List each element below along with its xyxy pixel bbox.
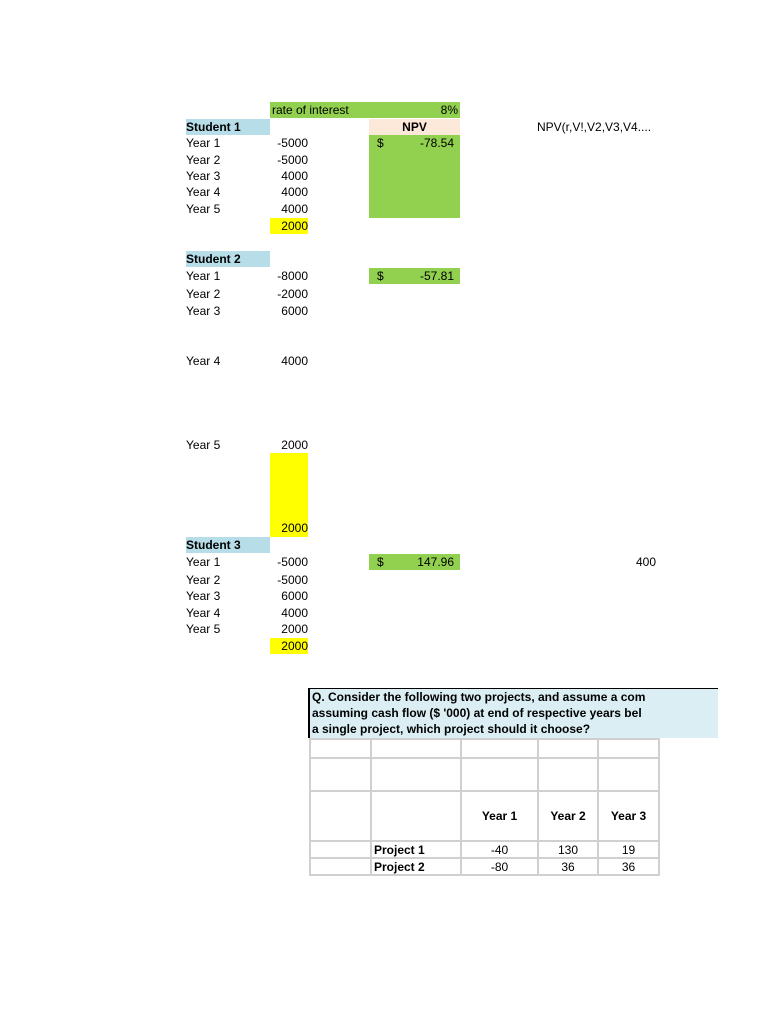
rate-label: rate of interest bbox=[272, 103, 349, 117]
project-value[interactable]: 36 bbox=[598, 858, 659, 875]
student-2-header: Student 2 bbox=[186, 251, 270, 267]
student-2-npv-cell[interactable] bbox=[369, 268, 460, 284]
table-cell[interactable] bbox=[538, 739, 598, 758]
npv-header: NPV bbox=[369, 119, 460, 135]
student-1-year-value[interactable]: 4000 bbox=[281, 185, 308, 199]
table-cell[interactable] bbox=[461, 758, 538, 791]
table-cell[interactable] bbox=[310, 858, 371, 875]
student-1-year-value[interactable]: 4000 bbox=[281, 169, 308, 183]
student-3-year-value[interactable]: -5000 bbox=[277, 573, 308, 587]
student-3-year-value[interactable]: 4000 bbox=[281, 606, 308, 620]
question-box bbox=[308, 688, 718, 738]
student-1-year-value[interactable]: -5000 bbox=[277, 153, 308, 167]
project-value[interactable]: -40 bbox=[461, 841, 538, 858]
column-header[interactable]: Year 3 bbox=[598, 791, 659, 841]
student-1-year-label: Year 2 bbox=[186, 153, 221, 167]
student-2-year-label: Year 4 bbox=[186, 354, 221, 368]
table-header-row bbox=[310, 791, 659, 841]
student-1-year-label: Year 5 bbox=[186, 202, 221, 216]
student-3-total[interactable]: 2000 bbox=[270, 638, 308, 654]
table-cell[interactable] bbox=[371, 739, 461, 758]
project-name[interactable]: Project 1 bbox=[371, 841, 461, 858]
projects-table bbox=[309, 738, 660, 876]
project-value[interactable]: 130 bbox=[538, 841, 598, 858]
student-2-year-label: Year 3 bbox=[186, 304, 221, 318]
table-row bbox=[310, 758, 659, 791]
currency-symbol: $ bbox=[377, 136, 384, 150]
rate-value: 8% bbox=[440, 103, 458, 117]
student-1-npv-value: -78.54 bbox=[419, 136, 454, 150]
column-header[interactable]: Year 2 bbox=[538, 791, 598, 841]
student-2-year-label: Year 5 bbox=[186, 438, 221, 452]
student-2-total[interactable]: 2000 bbox=[281, 521, 308, 535]
project-value[interactable]: 19 bbox=[598, 841, 659, 858]
student-3-npv-cell[interactable] bbox=[369, 554, 460, 570]
table-row bbox=[310, 739, 659, 758]
student-2-year-value[interactable]: 6000 bbox=[281, 304, 308, 318]
student-1-npv-cell[interactable] bbox=[369, 135, 460, 151]
table-cell[interactable] bbox=[371, 791, 461, 841]
question-line: a single project, which project should it choose? bbox=[312, 722, 591, 736]
student-3-year-label: Year 4 bbox=[186, 606, 221, 620]
student-3-side-value[interactable]: 400 bbox=[635, 555, 656, 569]
project-value[interactable]: -80 bbox=[461, 858, 538, 875]
student-1-year-value[interactable]: 4000 bbox=[281, 202, 308, 216]
column-header[interactable]: Year 1 bbox=[461, 791, 538, 841]
student-2-npv-value: -57.81 bbox=[419, 269, 454, 283]
table-cell[interactable] bbox=[310, 739, 371, 758]
student-2-year-value[interactable]: 2000 bbox=[281, 438, 308, 452]
table-row bbox=[310, 858, 659, 875]
student-3-year-value[interactable]: 2000 bbox=[281, 622, 308, 636]
student-3-year-value[interactable]: -5000 bbox=[277, 555, 308, 569]
student-2-year-label: Year 1 bbox=[186, 269, 221, 283]
student-3-year-label: Year 5 bbox=[186, 622, 221, 636]
student-3-year-label: Year 3 bbox=[186, 589, 221, 603]
student-3-year-label: Year 2 bbox=[186, 573, 221, 587]
student-2-year-value[interactable]: -8000 bbox=[277, 269, 308, 283]
project-name[interactable]: Project 2 bbox=[371, 858, 461, 875]
student-1-total[interactable]: 2000 bbox=[270, 218, 308, 234]
student-2-year-value[interactable]: 4000 bbox=[281, 354, 308, 368]
table-cell[interactable] bbox=[310, 758, 371, 791]
table-cell[interactable] bbox=[461, 739, 538, 758]
student-1-header: Student 1 bbox=[186, 119, 270, 135]
student-1-year-label: Year 4 bbox=[186, 185, 221, 199]
student-3-year-value[interactable]: 6000 bbox=[281, 589, 308, 603]
project-value[interactable]: 36 bbox=[538, 858, 598, 875]
table-row bbox=[310, 841, 659, 858]
question-line: assuming cash flow ($ '000) at end of respective years bel bbox=[312, 706, 642, 720]
student-1-year-value[interactable]: -5000 bbox=[277, 136, 308, 150]
npv-formula-note: NPV(r,V!,V2,V3,V4.... bbox=[537, 120, 652, 134]
question-line: Q. Consider the following two projects, and assume a com bbox=[312, 690, 646, 704]
student-3-header: Student 3 bbox=[186, 537, 270, 553]
table-cell[interactable] bbox=[598, 739, 659, 758]
currency-symbol: $ bbox=[377, 555, 384, 569]
student-3-npv-value: 147.96 bbox=[417, 555, 454, 569]
student-3-year-label: Year 1 bbox=[186, 555, 221, 569]
table-cell[interactable] bbox=[310, 841, 371, 858]
table-cell[interactable] bbox=[598, 758, 659, 791]
student-2-year-value[interactable]: -2000 bbox=[277, 287, 308, 301]
table-cell[interactable] bbox=[538, 758, 598, 791]
student-1-year-label: Year 1 bbox=[186, 136, 221, 150]
student-1-year-label: Year 3 bbox=[186, 169, 221, 183]
table-cell[interactable] bbox=[310, 791, 371, 841]
student-2-year-label: Year 2 bbox=[186, 287, 221, 301]
currency-symbol: $ bbox=[377, 269, 384, 283]
table-cell[interactable] bbox=[371, 758, 461, 791]
